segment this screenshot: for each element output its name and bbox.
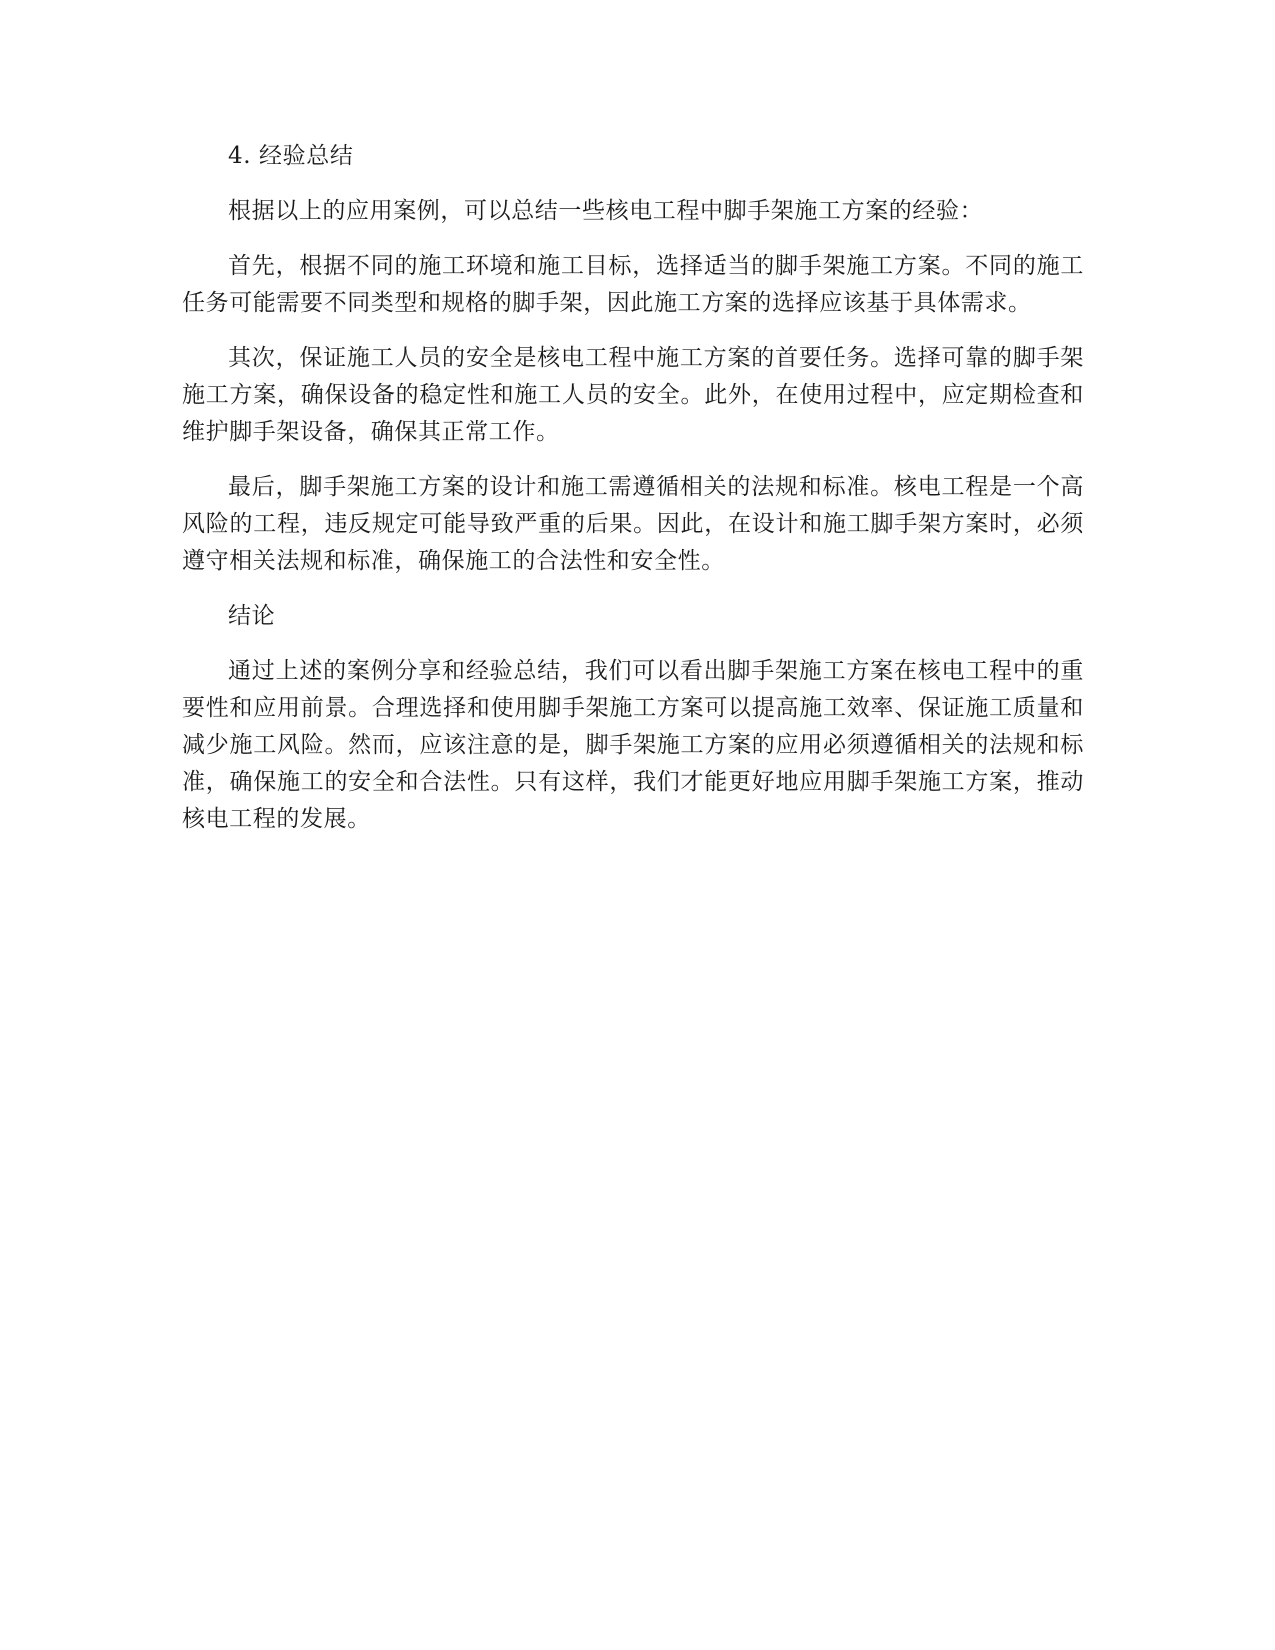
conclusion-heading: 结论 — [228, 603, 276, 629]
document-body — [182, 138, 1084, 856]
conclusion-paragraph: 通过上述的案例分享和经验总结，我们可以看出脚手架施工方案在核电工程中的重要性和应用前景。合理选择和使用脚手架施工方案可以提高施工效率、保证施工质量和减少施工风险。然而，应该注意的是，脚手架施工方案的应用必须遵循相关的法规和标准，确保施工的安全和合法性。只有这样，我们才能更好地应用脚手架施工方案，推动核电工程的发展。 — [182, 658, 1084, 832]
section-heading: 4. 经验总结 — [228, 143, 354, 169]
paragraph-first: 首先，根据不同的施工环境和施工目标，选择适当的脚手架施工方案。不同的施工任务可能需要不同类型和规格的脚手架，因此施工方案的选择应该基于具体需求。 — [182, 253, 1084, 316]
paragraph-last: 最后，脚手架施工方案的设计和施工需遵循相关的法规和标准。核电工程是一个高风险的工程，违反规定可能导致严重的后果。因此，在设计和施工脚手架方案时，必须遵守相关法规和标准，确保施工的合法性和安全性。 — [182, 474, 1084, 574]
intro-paragraph: 根据以上的应用案例，可以总结一些核电工程中脚手架施工方案的经验： — [228, 198, 984, 224]
paragraph-second: 其次，保证施工人员的安全是核电工程中施工方案的首要任务。选择可靠的脚手架施工方案，确保设备的稳定性和施工人员的安全。此外，在使用过程中，应定期检查和维护脚手架设备，确保其正常工作。 — [182, 345, 1084, 445]
